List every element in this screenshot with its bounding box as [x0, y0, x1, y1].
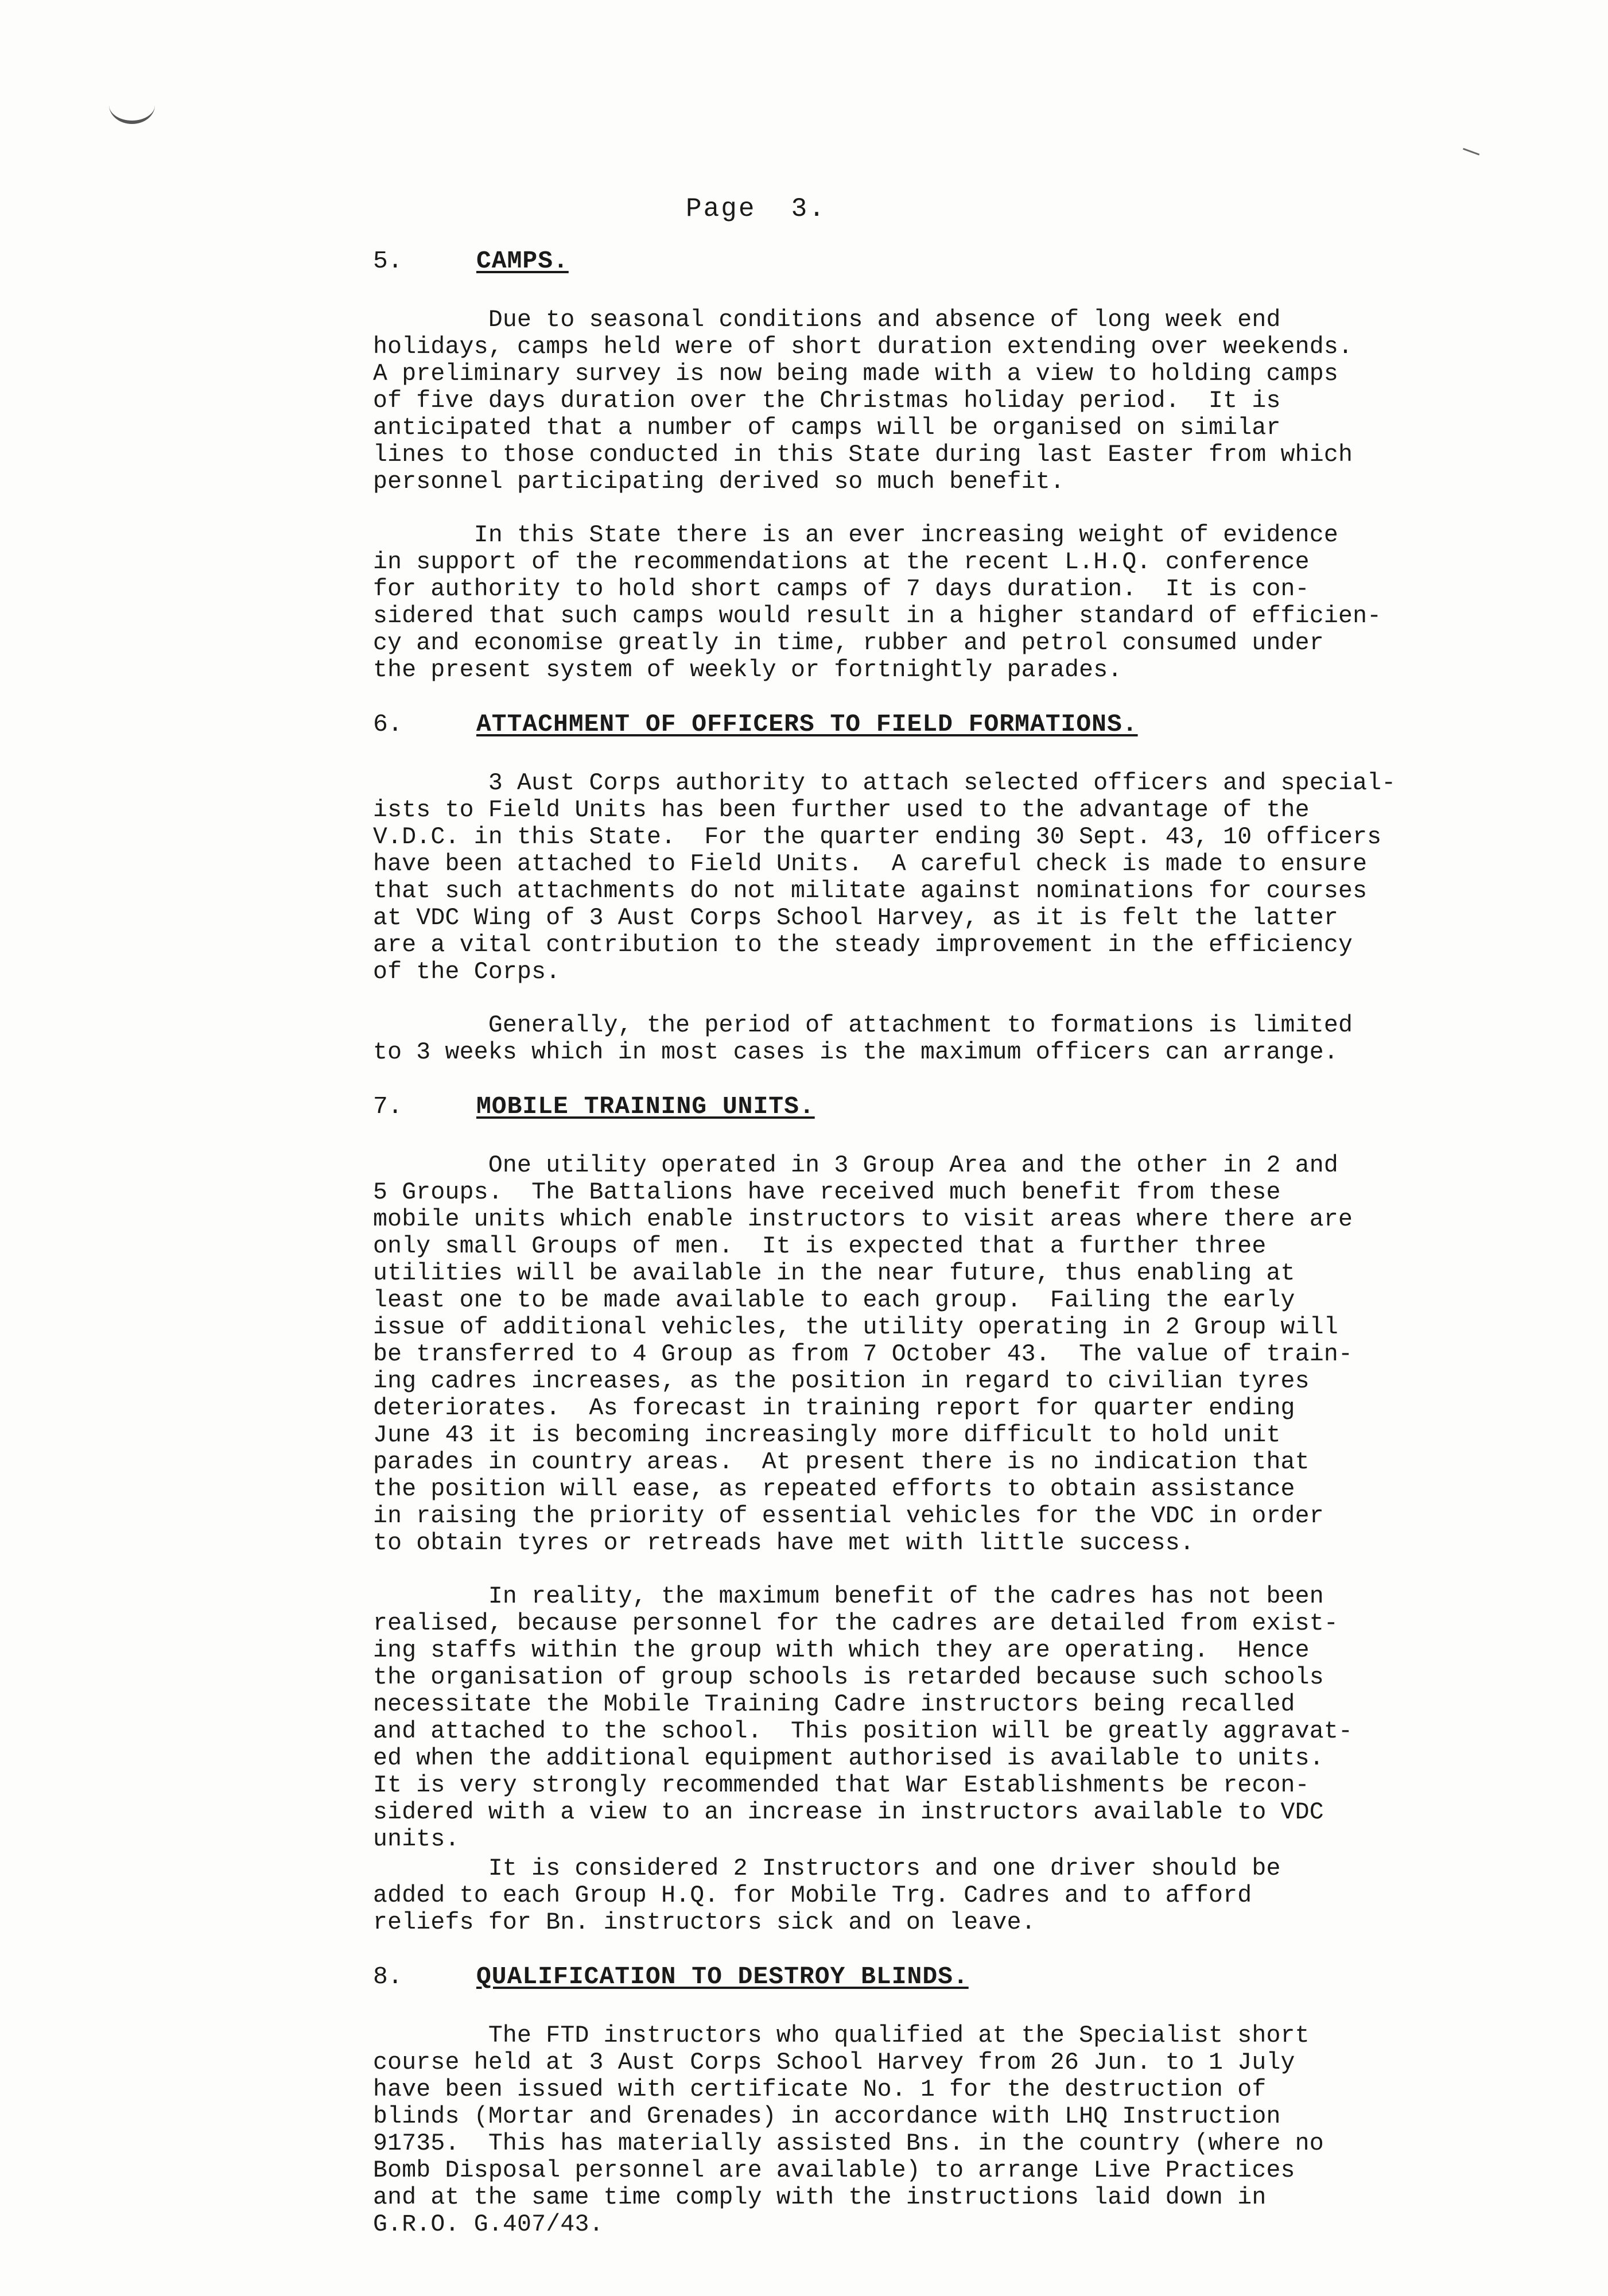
- section-title: CAMPS.: [476, 247, 569, 275]
- section-heading: [373, 247, 1498, 284]
- text-line: One utility operated in 3 Group Area and the other in 2 and: [373, 1152, 1338, 1179]
- paragraph: [373, 522, 1498, 684]
- paragraph: [373, 1152, 1498, 1557]
- text-line: It is very strongly recommended that War Establishments be recon-: [373, 1772, 1310, 1799]
- text-line: Bomb Disposal personnel are available) to arrange Live Practices: [373, 2157, 1295, 2184]
- text-line: the organisation of group schools is retarded because such schools: [373, 1664, 1324, 1691]
- text-line: have been issued with certificate No. 1 for the destruction of: [373, 2076, 1267, 2103]
- paragraph: [373, 307, 1498, 495]
- section-attachment-of-officers: [373, 710, 1498, 1066]
- text-line: deteriorates. As forecast in training report for quarter ending: [373, 1395, 1295, 1422]
- text-line: and at the same time comply with the instructions laid down in: [373, 2184, 1267, 2211]
- text-line: ing cadres increases, as the position in regard to civilian tyres: [373, 1368, 1310, 1395]
- text-line: V.D.C. in this State. For the quarter ending 30 Sept. 43, 10 officers: [373, 824, 1382, 851]
- text-line: of five days duration over the Christmas holiday period. It is: [373, 387, 1281, 414]
- text-line: mobile units which enable instructors to visit areas where there are: [373, 1206, 1353, 1233]
- section-qualification-to-destroy-blinds: [373, 1963, 1498, 2238]
- text-line: 91735. This has materially assisted Bns. in the country (where no: [373, 2130, 1324, 2157]
- text-line: cy and economise greatly in time, rubber and petrol consumed under: [373, 630, 1324, 657]
- text-line: to 3 weeks which in most cases is the maximum officers can arrange.: [373, 1039, 1338, 1066]
- text-line: the present system of weekly or fortnightly parades.: [373, 657, 1123, 684]
- text-line: ed when the additional equipment authorised is available to units.: [373, 1745, 1324, 1772]
- paragraph: [373, 1583, 1498, 1853]
- text-line: course held at 3 Aust Corps School Harvey from 26 Jun. to 1 July: [373, 2049, 1295, 2076]
- section-title: ATTACHMENT OF OFFICERS TO FIELD FORMATIONS.: [476, 710, 1138, 738]
- text-line: necessitate the Mobile Training Cadre instructors being recalled: [373, 1691, 1295, 1718]
- section-mobile-training-units: [373, 1092, 1498, 1936]
- text-line: issue of additional vehicles, the utility operating in 2 Group will: [373, 1314, 1338, 1341]
- text-line: that such attachments do not militate against nominations for courses: [373, 878, 1368, 905]
- text-line: are a vital contribution to the steady improvement in the efficiency: [373, 932, 1353, 959]
- text-line: 3 Aust Corps authority to attach selected officers and special-: [373, 770, 1396, 797]
- document-body: [373, 247, 1498, 2238]
- text-line: realised, because personnel for the cadres are detailed from exist-: [373, 1610, 1338, 1637]
- text-line: In reality, the maximum benefit of the cadres has not been: [373, 1583, 1324, 1610]
- text-line: in support of the recommendations at the recent L.H.Q. conference: [373, 549, 1310, 576]
- section-title: MOBILE TRAINING UNITS.: [476, 1092, 815, 1120]
- text-line: personnel participating derived so much benefit.: [373, 468, 1065, 495]
- text-line: lines to those conducted in this State during last Easter from which: [373, 441, 1353, 468]
- pen-mark: [1463, 144, 1481, 156]
- text-line: June 43 it is becoming increasingly more difficult to hold unit: [373, 1422, 1281, 1449]
- text-line: least one to be made available to each group. Failing the early: [373, 1287, 1295, 1314]
- text-line: added to each Group H.Q. for Mobile Trg. Cadres and to afford: [373, 1882, 1252, 1909]
- text-line: 5 Groups. The Battalions have received much benefit from these: [373, 1179, 1281, 1206]
- text-line: sidered that such camps would result in a higher standard of efficien-: [373, 603, 1382, 630]
- paragraph: [373, 2022, 1498, 2238]
- text-line: blinds (Mortar and Grenades) in accordance with LHQ Instruction: [373, 2103, 1281, 2130]
- text-line: for authority to hold short camps of 7 days duration. It is con-: [373, 576, 1310, 603]
- text-line: ing staffs within the group with which they are operating. Hence: [373, 1637, 1310, 1664]
- section-title: QUALIFICATION TO DESTROY BLINDS.: [476, 1963, 969, 1991]
- section-heading: [373, 1092, 1498, 1129]
- section-heading: [373, 1963, 1498, 1999]
- text-line: have been attached to Field Units. A careful check is made to ensure: [373, 851, 1368, 878]
- text-line: sidered with a view to an increase in instructors available to VDC: [373, 1799, 1324, 1826]
- text-line: units.: [373, 1826, 460, 1853]
- section-heading: [373, 710, 1498, 747]
- paragraph: [373, 770, 1498, 986]
- text-line: and attached to the school. This position will be greatly aggravat-: [373, 1718, 1353, 1745]
- text-line: It is considered 2 Instructors and one driver should be: [373, 1855, 1281, 1882]
- text-line: at VDC Wing of 3 Aust Corps School Harvey, as it is felt the latter: [373, 905, 1338, 932]
- text-line: In this State there is an ever increasing weight of evidence: [373, 522, 1338, 549]
- text-line: parades in country areas. At present there is no indication that: [373, 1449, 1310, 1476]
- text-line: The FTD instructors who qualified at the Specialist short: [373, 2022, 1310, 2049]
- text-line: G.R.O. G.407/43.: [373, 2211, 604, 2238]
- text-line: anticipated that a number of camps will be organised on similar: [373, 414, 1281, 441]
- paragraph: [373, 1012, 1498, 1066]
- page-number: Page 3.: [686, 194, 826, 224]
- text-line: in raising the priority of essential vehicles for the VDC in order: [373, 1503, 1324, 1530]
- punch-hole-mark: [109, 86, 155, 124]
- text-line: utilities will be available in the near future, thus enabling at: [373, 1260, 1295, 1287]
- text-line: Generally, the period of attachment to formations is limited: [373, 1012, 1353, 1039]
- text-line: be transferred to 4 Group as from 7 October 43. The value of train-: [373, 1341, 1353, 1368]
- section-number: 8.: [373, 1963, 403, 1991]
- section-number: 6.: [373, 710, 403, 738]
- text-line: to obtain tyres or retreads have met with little success.: [373, 1530, 1194, 1557]
- section-number: 7.: [373, 1092, 403, 1120]
- text-line: reliefs for Bn. instructors sick and on leave.: [373, 1909, 1036, 1936]
- paragraph: [373, 1855, 1498, 1936]
- text-line: A preliminary survey is now being made with a view to holding camps: [373, 360, 1338, 387]
- section-camps: [373, 247, 1498, 684]
- section-number: 5.: [373, 247, 403, 275]
- text-line: Due to seasonal conditions and absence of long week end: [373, 307, 1281, 333]
- text-line: ists to Field Units has been further used to the advantage of the: [373, 797, 1310, 824]
- text-line: of the Corps.: [373, 959, 561, 986]
- text-line: only small Groups of men. It is expected that a further three: [373, 1233, 1267, 1260]
- text-line: the position will ease, as repeated efforts to obtain assistance: [373, 1476, 1295, 1503]
- text-line: holidays, camps held were of short duration extending over weekends.: [373, 333, 1353, 360]
